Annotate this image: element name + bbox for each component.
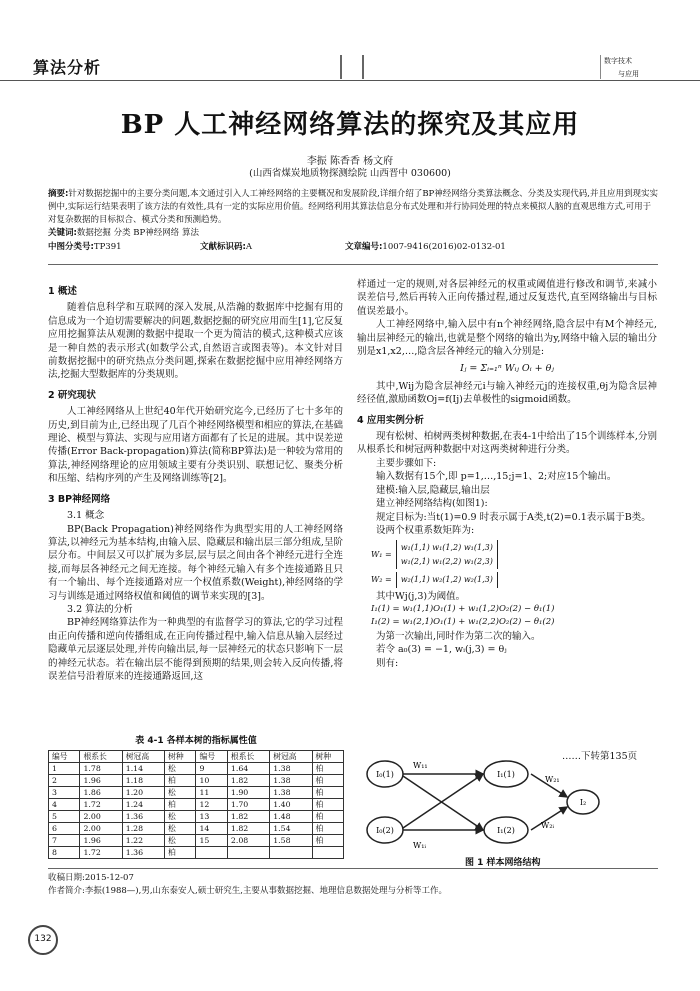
table-cell: 1.36 [122,847,164,859]
table-cell: 1.38 [270,775,312,787]
subsection-heading: 3.1 概念 [67,510,105,522]
table-cell: 1.70 [227,799,269,811]
table-row [49,811,344,823]
paragraph: 为第一次输出,同时作为第二次的输入。 [376,630,541,642]
table-cell [270,847,312,859]
input-node-2-label: I₀(2) [376,826,394,835]
table-cell: 3 [49,787,80,799]
paragraph: 若令 a₀(3) = −1, wᵢ(j,3) = θⱼ [376,644,507,656]
table-cell: 2.00 [80,823,122,835]
equation-2: I₁(2) = w₁(2,1)O₁(1) + w₁(2,2)O₂(2) − θ₁(2) [371,617,555,628]
weight-label-out2: W₂ᵢ [541,821,555,830]
paragraph: 样通过一定的规则,对各层神经元的权重或阈值进行修改和调节,来减小误差信号,然后再转入正向传播过程,通过反复迭代,直至网络输出与目标值误差最小。 [357,279,657,317]
table-cell: 1.38 [270,787,312,799]
table-cell: 1.38 [270,763,312,775]
input-node-1-label: I₀(1) [376,770,394,779]
table-cell: 1.72 [80,799,122,811]
table-cell: 柏 [312,775,344,787]
affiliation: (山西省煤炭地质物探测绘院 山西晋中 030600) [249,168,451,179]
table-cell: 9 [196,763,227,775]
table-cell: 12 [196,799,227,811]
table-header-cell: 编号 [196,751,227,763]
table-cell: 8 [49,847,80,859]
paragraph: 其中,Wij为隐含层神经元i与输入神经元j的连接权重,θj为隐含层神经径值,激励函数Oj=f(Ij)去单极性的sigmoid函数。 [357,380,657,406]
table-cell: 1.86 [80,787,122,799]
table-cell: 1.22 [122,835,164,847]
paragraph: BP(Back Propagation)神经网络作为典型实用的人工神经网络算法,以神经元为基本结构,由输入层、隐藏层和输出层三部分组成,呈阶层分布。中间层又可以扩展为多层,层与层之间由各个神经元进行全连接,而每层各神经元之间无连接。每个神经元输入有多个连接通路且只有一个输出、每个连接通路对应一个权值系数(Weight),神经网络的学习与训练是通过网络权值和阈值的调节来实现的[3]。 [48,523,343,602]
table-cell: 1.28 [122,823,164,835]
paragraph: 则有: [376,657,399,669]
table-cell: 1.82 [227,775,269,787]
output-node-label: I₂ [579,798,587,807]
table-cell: 松 [165,811,196,823]
table-cell: 5 [49,811,80,823]
table-cell: 2.08 [227,835,269,847]
matrix-w2: W₂ = w₂(1,1) w₂(1,2) w₂(1,3) [371,572,657,587]
table-cell: 6 [49,823,80,835]
table-cell: 1.24 [122,799,164,811]
table-cell: 13 [196,811,227,823]
section-heading: 3 BP神经网络 [48,493,111,505]
hidden-node-2-label: I₁(2) [497,826,515,835]
hidden-node-1-label: I₁(1) [497,770,515,779]
table-cell: 2 [49,775,80,787]
paragraph: 建模:输入层,隐藏层,输出层 [376,484,490,496]
journal-logo-top: 数字技术 [604,57,632,65]
paragraph: 规定目标为:当t(1)=0.9 时表示属于A类,t(2)=0.1表示属于B类。 [376,511,651,523]
table-cell: 1.58 [270,835,312,847]
table-cell: 14 [196,823,227,835]
table-cell: 柏 [312,811,344,823]
weight-label-bottom: W₁ᵢ [413,841,427,850]
table-cell: 松 [165,763,196,775]
continued-note: ……下转第135页 [562,751,638,762]
left-column [48,278,343,683]
paragraph: 输入数据有15个,即 p=1,…,15;j=1、2;对应15个输出。 [376,471,617,483]
table-cell [227,847,269,859]
table-cell: 11 [196,787,227,799]
table-header-cell: 树种 [312,751,344,763]
section-heading: 2 研究现状 [48,389,96,401]
table-cell: 松 [165,787,196,799]
table-cell: 柏 [312,799,344,811]
figure-caption: 图 1 样本网络结构 [465,858,541,868]
paragraph: 其中Wj(j,3)为阈值。 [376,590,466,602]
sample-table [48,750,344,859]
table-cell: 1 [49,763,80,775]
right-column [357,278,657,670]
abstract-label: 摘要: [48,189,69,199]
equation-1: I₁(1) = w₁(1,1)O₁(1) + w₁(1,2)O₂(2) − θ₁(1) [371,603,555,614]
table-row [49,847,344,859]
weight-label-out1: W₂₁ [545,775,560,784]
table-cell: 柏 [312,787,344,799]
table-cell: 柏 [312,823,344,835]
table-cell: 1.36 [122,811,164,823]
table-row [49,835,344,847]
abstract-rule [48,264,658,265]
table-cell: 1.14 [122,763,164,775]
section-title: 算法分析 [33,58,102,77]
header-rule [0,80,700,81]
table-cell: 柏 [165,799,196,811]
table-cell: 1.64 [227,763,269,775]
table-cell: 2.00 [80,811,122,823]
page-number: 132 [28,925,58,955]
table-cell: 1.82 [227,823,269,835]
paragraph: 主要步骤如下: [376,457,437,469]
table-cell: 柏 [165,775,196,787]
section-heading: 4 应用实例分析 [357,414,424,426]
received-date: 收稿日期:2015-12-07 [48,873,134,883]
table-cell: 1.54 [270,823,312,835]
paragraph: 人工神经网络从上世纪40年代开始研究迄今,已经历了七十多年的历史,到目前为止,已经出现了几百个神经网络模型和相应的算法,在基础理论、模型与算法、实现与应用诸方面都有了长足的进展。其中误差逆传播(Error Back-propagation)算法(简称BP算法)是一种较为常用的算法,神经网络理论的应用领域主要有分类识别、联想记忆、聚类分析和压缩、结构序列的产生及网络训练等[2]。 [48,406,343,485]
weight-label-top: W₁₁ [413,761,428,770]
abstract [48,188,658,240]
table-cell: 1.96 [80,835,122,847]
table-header-row [49,751,344,763]
table-caption: 表 4-1 各样本树的指标属性值 [135,736,257,746]
paragraph: 建立神经网络结构(如图1): [376,498,488,510]
table-cell [312,847,344,859]
article-number: 文章编号:1007-9416(2016)02-0132-01 [345,242,506,252]
table-cell: 1.40 [270,799,312,811]
authors: 李振 陈香香 杨文府 [306,156,394,167]
table-row [49,799,344,811]
paragraph: 设两个权重系数矩阵为: [376,524,475,536]
table-cell [196,847,227,859]
table-cell: 柏 [165,847,196,859]
author-bio: 作者简介:李振(1988—),男,山东泰安人,硕士研究生,主要从事数据挖掘、地理信息数据处理与分析等工作。 [48,886,447,896]
paragraph: 人工神经网络中,输入层中有n个神经网络,隐含层中有M个神经元,输出层神经元的输出,也就是整个网络的输出为y,网络中输入层的输出分别是x1,x2,…,隐含层各神经元的输入分别是: [357,319,657,358]
table-header-cell: 树种 [165,751,196,763]
table-body [49,763,344,859]
table-row [49,763,344,775]
table-cell: 松 [165,823,196,835]
table-cell: 松 [165,835,196,847]
table-cell: 1.72 [80,847,122,859]
doc-code: 文献标识码:A [200,242,253,252]
sum-formula: Iⱼ = Σᵢ₌₁ⁿ Wᵢⱼ Oᵢ + θⱼ [460,363,554,375]
table-row [49,823,344,835]
table-header-cell: 树冠高 [122,751,164,763]
table-header-cell: 根系长 [227,751,269,763]
table-cell: 15 [196,835,227,847]
table-cell: 1.48 [270,811,312,823]
header-decoration [340,55,364,79]
table-cell: 1.96 [80,775,122,787]
subsection-heading: 3.2 算法的分析 [67,603,133,615]
network-diagram [355,748,655,853]
table-cell: 柏 [312,835,344,847]
table-cell: 1.90 [227,787,269,799]
paragraph: 随着信息科学和互联网的深入发展,从浩瀚的数据库中挖掘有用的信息成为一个迫切需要解决的问题,数据挖掘的研究应用而生[1],它反复应用挖掘算法从观测的数据中提取一个更为简洁的模式,这种模式应该是一种自然的表示形式(如数学公式,自然语言或图表等)。本文针对目前数据挖掘中的研究热点分类问题,探索在数据挖掘中应用神经网络方法,挖掘大型数据库的分类规则。 [48,302,343,381]
table-cell: 1.78 [80,763,122,775]
table-header-cell: 根系长 [80,751,122,763]
paper-title: BP 人工神经网络算法的探究及其应用 [120,110,580,140]
table-header-cell: 树冠高 [270,751,312,763]
journal-logo-bottom: 与应用 [618,70,639,78]
paragraph: BP神经网络算法作为一种典型的有监督学习的算法,它的学习过程由正向传播和逆向传播组成,在正向传播过程中,输入信息从输入层经过隐藏单元层逐层处理,并传向输出层,每一层神经元的状态只影响下一层的神经元状态。若在输出层不能得到预期的结果,则会转入反向传播,将误差信号沿着原来的连接通路返回,这 [48,617,343,682]
table-cell: 10 [196,775,227,787]
table-cell: 1.82 [227,811,269,823]
table-cell: 1.20 [122,787,164,799]
matrix-w1: W₁ = w₁(1,1) w₁(1,2) w₁(1,3) w₁(2,1) w₁(2,2) w₁(2,3) [371,540,657,569]
table-cell: 7 [49,835,80,847]
table-cell: 4 [49,799,80,811]
keywords-label: 关键词: [48,228,77,238]
footer-rule [48,868,658,869]
table-cell: 柏 [312,763,344,775]
section-heading: 1 概述 [48,286,77,297]
abstract-text: 针对数据挖掘中的主要分类问题,本文通过引入人工神经网络的主要概况和发展阶段,详细介绍了BP神经网络分类算法概念、分类及实现代码,并且应用到现实实例中,实际运行结果表明了该方法的有效性,具有一定的实际应用价值。经网络利用其算法信息分布式处理和并行协同处理的特点来模拟人脑的直观思维方式,可用于对复杂数据的目标拟合、模式分类和预测趋势。 [48,189,658,225]
clc-number: 中图分类号:TP391 [48,242,122,252]
table-row [49,775,344,787]
paragraph: 现有松树、柏树两类树种数据,在表4-1中给出了15个训练样本,分别从根系长和树冠两种数据中对这两类树种进行分类。 [357,431,657,456]
table-cell: 1.18 [122,775,164,787]
table-header-cell: 编号 [49,751,80,763]
table-row [49,787,344,799]
keywords: 数据挖掘 分类 BP神经网络 算法 [76,228,199,238]
